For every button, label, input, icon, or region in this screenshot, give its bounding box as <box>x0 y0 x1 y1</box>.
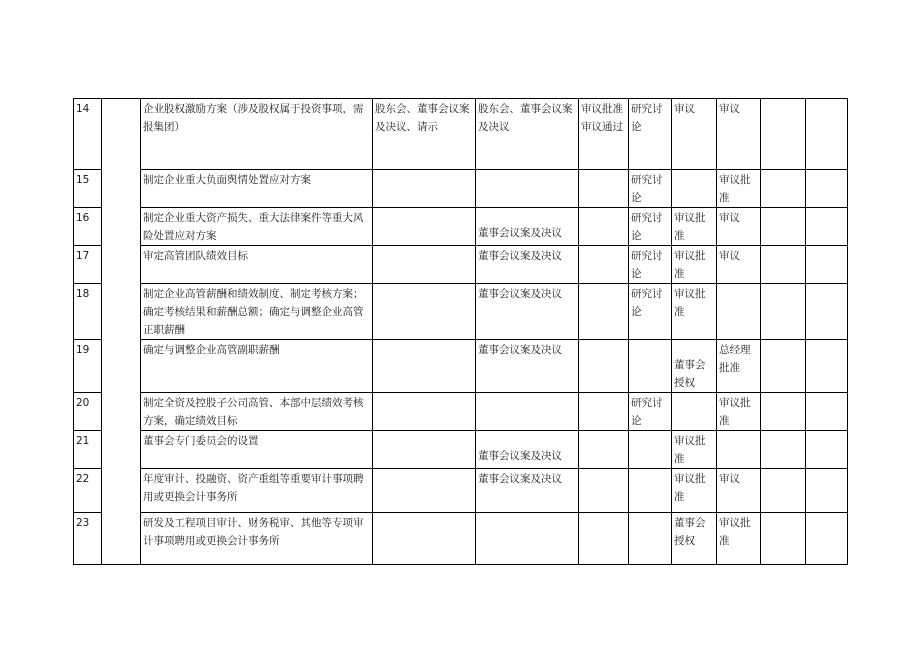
cell-extra-2 <box>806 393 848 431</box>
cell-manager: 总经理批准 <box>717 340 761 393</box>
cell-manager: 审议 <box>717 469 761 513</box>
cell-board-docs: 董事会议案及决议 <box>476 208 579 246</box>
cell-manager: 审议批准 <box>717 393 761 431</box>
cell-shareholder-docs <box>373 393 476 431</box>
cell-shareholder-docs <box>373 284 476 340</box>
cell-board-docs <box>476 393 579 431</box>
cell-extra-1 <box>761 246 806 284</box>
cell-board: 审议 <box>672 99 717 170</box>
cell-shareholder-docs <box>373 513 476 565</box>
table-row <box>74 284 848 340</box>
cell-extra-1 <box>761 513 806 565</box>
cell-approval <box>579 284 629 340</box>
cell-board: 董事会授权 <box>672 340 717 393</box>
cell-manager: 审议 <box>717 99 761 170</box>
cell-discussion: 研究讨论 <box>629 99 672 170</box>
cell-discussion: 研究讨论 <box>629 284 672 340</box>
cell-extra-2 <box>806 513 848 565</box>
item-description: 审定高管团队绩效目标 <box>141 246 373 284</box>
cell-extra-2 <box>806 170 848 208</box>
item-description: 制定全资及控股子公司高管、本部中层绩效考核方案，确定绩效目标 <box>141 393 373 431</box>
cell-shareholder-docs <box>373 208 476 246</box>
item-description: 董事会专门委员会的设置 <box>141 431 373 469</box>
cell-discussion <box>629 469 672 513</box>
table-row <box>74 246 848 284</box>
cell-extra-2 <box>806 284 848 340</box>
table-row <box>74 340 848 393</box>
cell-manager: 审议批准 <box>717 170 761 208</box>
cell-discussion <box>629 431 672 469</box>
cell-board: 审议批准 <box>672 246 717 284</box>
cell-board-docs: 股东会、董事会议案及决议 <box>476 99 579 170</box>
cell-board-docs: 董事会议案及决议 <box>476 284 579 340</box>
cell-extra-1 <box>761 393 806 431</box>
table-row <box>74 513 848 565</box>
item-description: 研发及工程项目审计、财务税审、其他等专项审计事项聘用或更换会计事务所 <box>141 513 373 565</box>
item-description: 制定企业重大负面舆情处置应对方案 <box>141 170 373 208</box>
cell-board: 审议批准 <box>672 469 717 513</box>
item-description: 年度审计、投融资、资产重组等重要审计事项聘用或更换会计事务所 <box>141 469 373 513</box>
cell-board <box>672 393 717 431</box>
cell-board-docs <box>476 513 579 565</box>
cell-manager <box>717 284 761 340</box>
cell-discussion: 研究讨论 <box>629 208 672 246</box>
cell-discussion: 研究讨论 <box>629 246 672 284</box>
cell-board: 审议批准 <box>672 431 717 469</box>
row-number: 20 <box>74 393 102 431</box>
cell-board-docs: 董事会议案及决议 <box>476 469 579 513</box>
cell-approval <box>579 431 629 469</box>
cell-shareholder-docs <box>373 340 476 393</box>
cell-extra-2 <box>806 340 848 393</box>
cell-board-docs: 董事会议案及决议 <box>476 246 579 284</box>
cell-extra-1 <box>761 284 806 340</box>
cell-extra-1 <box>761 99 806 170</box>
cell-shareholder-docs <box>373 469 476 513</box>
authority-matrix-table <box>73 98 848 565</box>
cell-manager: 审议 <box>717 208 761 246</box>
cell-discussion <box>629 340 672 393</box>
cell-manager: 审议 <box>717 246 761 284</box>
cell-board: 审议批准 <box>672 284 717 340</box>
cell-board-docs <box>476 170 579 208</box>
cell-approval <box>579 513 629 565</box>
cell-approval <box>579 208 629 246</box>
item-description: 制定企业重大资产损失、重大法律案件等重大风险处置应对方案 <box>141 208 373 246</box>
cell-approval <box>579 469 629 513</box>
cell-approval <box>579 393 629 431</box>
cell-extra-2 <box>806 246 848 284</box>
cell-extra-1 <box>761 170 806 208</box>
cell-shareholder-docs <box>373 431 476 469</box>
cell-extra-2 <box>806 431 848 469</box>
cell-manager: 审议批准 <box>717 513 761 565</box>
cell-extra-1 <box>761 340 806 393</box>
cell-extra-1 <box>761 208 806 246</box>
cell-shareholder-docs <box>373 170 476 208</box>
cell-board: 董事会授权 <box>672 513 717 565</box>
item-description: 制定企业高管薪酬和绩效制度、制定考核方案；确定考核结果和薪酬总额；确定与调整企业高管正职薪酬 <box>141 284 373 340</box>
table-row <box>74 431 848 469</box>
row-number: 14 <box>74 99 102 170</box>
row-number: 23 <box>74 513 102 565</box>
cell-board: 审议批准 <box>672 208 717 246</box>
cell-extra-2 <box>806 99 848 170</box>
table-row <box>74 393 848 431</box>
item-description: 企业股权激励方案（涉及股权属于投资事项，需报集团） <box>141 99 373 170</box>
cell-approval <box>579 246 629 284</box>
row-number: 19 <box>74 340 102 393</box>
row-number: 18 <box>74 284 102 340</box>
cell-shareholder-docs <box>373 246 476 284</box>
cell-board-docs: 董事会议案及决议 <box>476 340 579 393</box>
cell-discussion: 研究讨论 <box>629 393 672 431</box>
cell-extra-2 <box>806 208 848 246</box>
cell-extra-1 <box>761 431 806 469</box>
cell-discussion <box>629 513 672 565</box>
table-row <box>74 99 848 170</box>
cell-approval <box>579 170 629 208</box>
cell-manager <box>717 431 761 469</box>
row-number: 17 <box>74 246 102 284</box>
row-number: 21 <box>74 431 102 469</box>
cell-approval <box>579 340 629 393</box>
cell-discussion: 研究讨论 <box>629 170 672 208</box>
table-row <box>74 469 848 513</box>
table-row <box>74 208 848 246</box>
cell-extra-1 <box>761 469 806 513</box>
row-number: 22 <box>74 469 102 513</box>
cell-board-docs: 董事会议案及决议 <box>476 431 579 469</box>
category-cell <box>102 99 141 565</box>
item-description: 确定与调整企业高管副职薪酬 <box>141 340 373 393</box>
cell-approval: 审议批准审议通过 <box>579 99 629 170</box>
cell-extra-2 <box>806 469 848 513</box>
cell-board <box>672 170 717 208</box>
table-row <box>74 170 848 208</box>
row-number: 15 <box>74 170 102 208</box>
row-number: 16 <box>74 208 102 246</box>
cell-shareholder-docs: 股东会、董事会议案及决议、请示 <box>373 99 476 170</box>
